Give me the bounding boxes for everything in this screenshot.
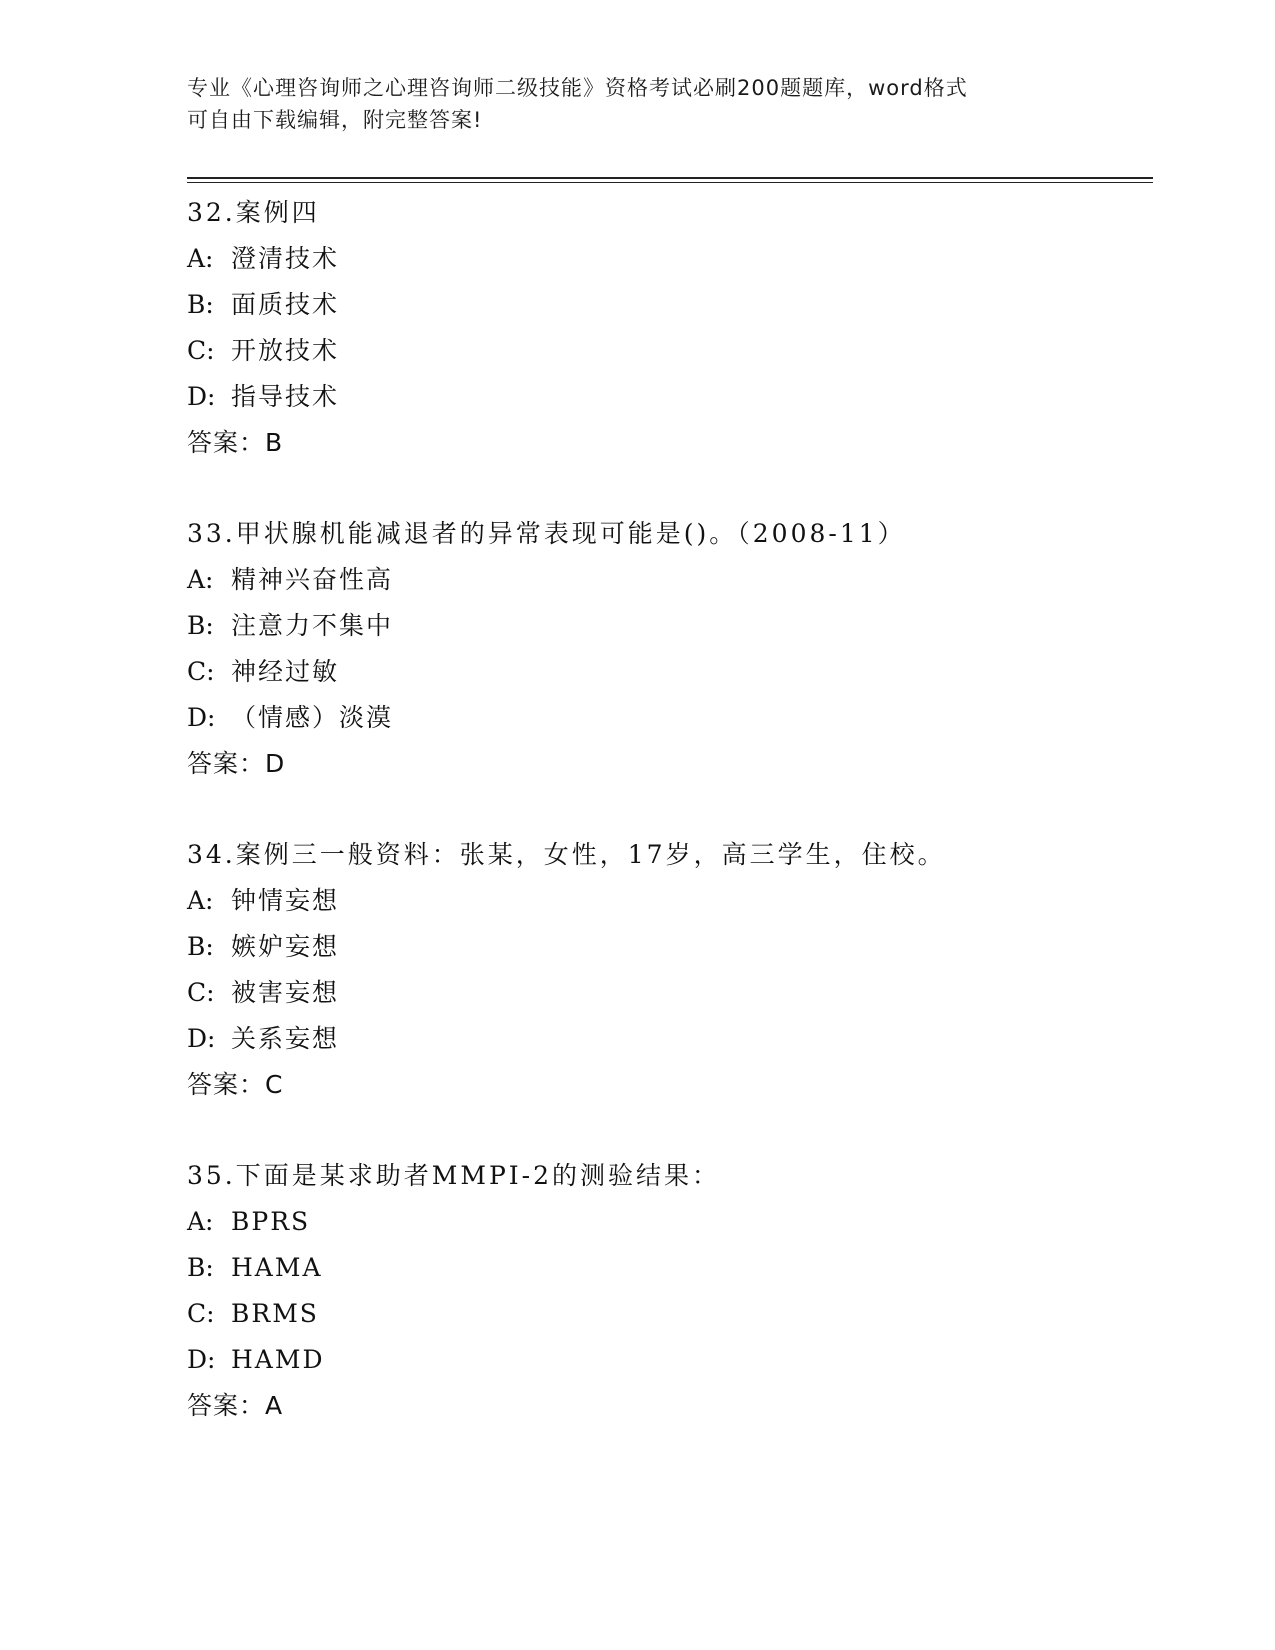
- option-label: B:: [187, 611, 214, 640]
- question-list: [187, 190, 1147, 1474]
- option-text: 精神兴奋性高: [231, 565, 394, 594]
- header-line-1: 专业《心理咨询师之心理咨询师二级技能》资格考试必刷200题题库，word格式: [187, 76, 968, 100]
- question-35: [187, 1153, 1147, 1429]
- option-text: 面质技术: [231, 290, 340, 319]
- option-c: [187, 1291, 1147, 1337]
- option-c: [187, 328, 1147, 374]
- question-stem: 32.案例四: [187, 198, 320, 227]
- option-b: [187, 924, 1147, 970]
- answer-line: 答案：C: [187, 1070, 284, 1099]
- option-text: 澄清技术: [231, 244, 340, 273]
- option-a: [187, 1199, 1147, 1245]
- option-c: [187, 970, 1147, 1016]
- answer-line: 答案：B: [187, 428, 284, 457]
- option-text: 关系妄想: [231, 1024, 340, 1053]
- option-label: C:: [187, 657, 215, 686]
- header-rule-thin: [187, 182, 1153, 183]
- option-text: 开放技术: [231, 336, 340, 365]
- option-a: [187, 878, 1147, 924]
- header-line-2: 可自由下载编辑，附完整答案!: [187, 108, 483, 132]
- option-label: A:: [187, 565, 214, 594]
- option-a: [187, 557, 1147, 603]
- option-text: 被害妄想: [231, 978, 340, 1007]
- option-text: HAMA: [231, 1253, 323, 1282]
- document-header: [187, 72, 1067, 136]
- option-text: 指导技术: [231, 382, 340, 411]
- option-label: A:: [187, 244, 214, 273]
- option-b: [187, 603, 1147, 649]
- option-label: D:: [187, 1024, 216, 1053]
- option-d: [187, 1016, 1147, 1062]
- header-rule-thick: [187, 177, 1153, 179]
- option-b: [187, 1245, 1147, 1291]
- question-33: [187, 511, 1147, 787]
- option-text: （情感）淡漠: [231, 703, 394, 732]
- option-c: [187, 649, 1147, 695]
- option-text: 注意力不集中: [231, 611, 394, 640]
- option-label: B:: [187, 932, 214, 961]
- option-label: D:: [187, 382, 216, 411]
- option-label: C:: [187, 1299, 215, 1328]
- option-d: [187, 374, 1147, 420]
- option-label: C:: [187, 336, 215, 365]
- option-d: [187, 1337, 1147, 1383]
- option-label: D:: [187, 1345, 216, 1374]
- option-text: BPRS: [231, 1207, 311, 1236]
- question-stem: 33.甲状腺机能减退者的异常表现可能是()。（2008-11）: [187, 519, 906, 548]
- option-b: [187, 282, 1147, 328]
- option-label: B:: [187, 1253, 214, 1282]
- option-text: 嫉妒妄想: [231, 932, 340, 961]
- answer-line: 答案：A: [187, 1391, 284, 1420]
- option-label: D:: [187, 703, 216, 732]
- answer-line: 答案：D: [187, 749, 286, 778]
- option-text: HAMD: [231, 1345, 325, 1374]
- option-text: BRMS: [231, 1299, 319, 1328]
- question-stem: 34.案例三一般资料：张某，女性，17岁，高三学生，住校。: [187, 840, 946, 869]
- option-label: A:: [187, 1207, 214, 1236]
- option-d: [187, 695, 1147, 741]
- option-text: 神经过敏: [231, 657, 340, 686]
- question-34: [187, 832, 1147, 1108]
- question-stem: 35.下面是某求助者MMPI-2的测验结果：: [187, 1161, 721, 1190]
- option-text: 钟情妄想: [231, 886, 340, 915]
- option-label: C:: [187, 978, 215, 1007]
- option-a: [187, 236, 1147, 282]
- option-label: A:: [187, 886, 214, 915]
- option-label: B:: [187, 290, 214, 319]
- question-32: [187, 190, 1147, 466]
